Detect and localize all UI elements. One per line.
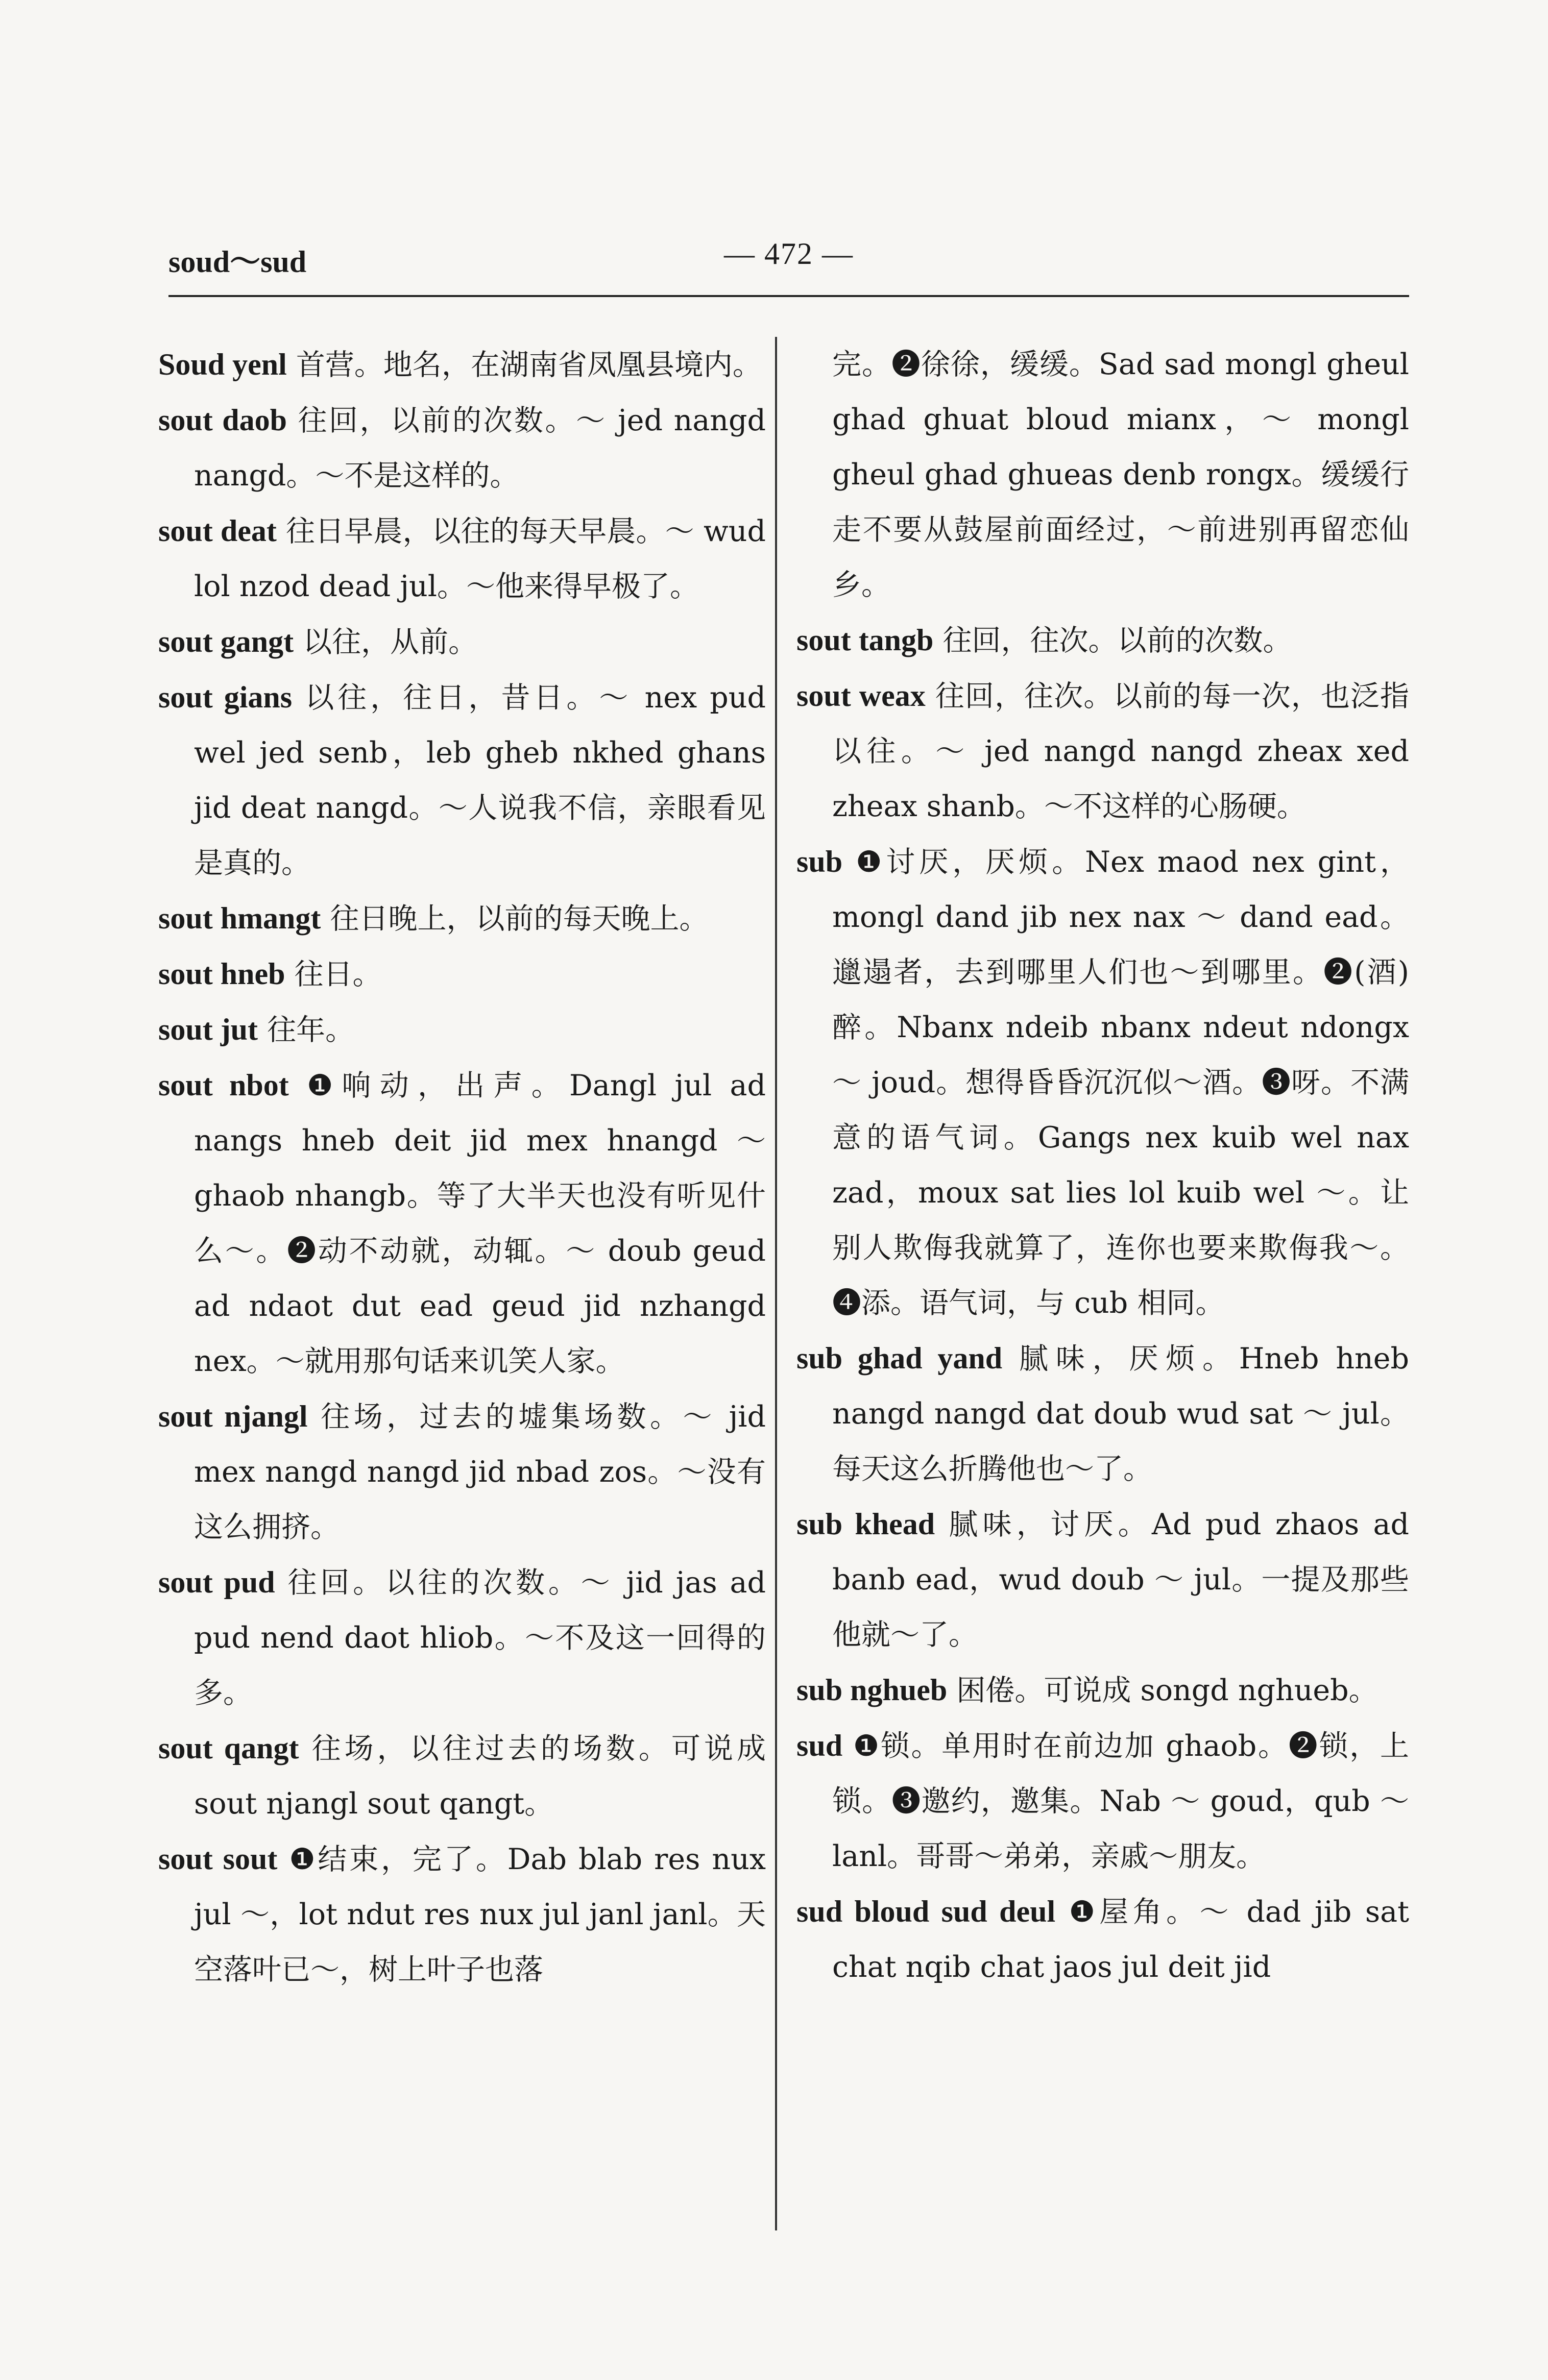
left-column [158,337,766,1997]
definition: ❶结束，完了。Dab blab res nux jul ～，lot ndut res nux jul janl janl。天空落叶已～，树上叶子也落 [194,1843,766,1986]
dictionary-entry [158,1389,766,1555]
definition: 往日早晨，以往的每天早晨。～ wud lol nzod dead jul。～他来得早极了。 [194,514,766,603]
headword: sout gangt [158,625,294,658]
headword: sout tangb [796,623,934,657]
definition: 往场，过去的墟集场数。～ jid mex nangd nangd jid nbad zos。～没有这么拥挤。 [194,1400,766,1544]
definition: 往回，往次。以前的每一次，也泛指以往。～ jed nangd nangd zheax xed zheax shanb。～不这样的心肠硬。 [832,679,1409,823]
dictionary-entry [158,503,766,614]
definition: ❶屋角。～ dad jib sat chat nqib chat jaos jul deit jid [832,1895,1409,1984]
headword: sout hmangt [158,901,321,935]
dictionary-entry [796,668,1409,834]
dictionary-entry [796,1718,1409,1884]
page-header [168,232,1409,293]
dictionary-entry [796,1496,1409,1662]
definition: 首营。地名，在湖南省凤凰县境内。 [286,348,762,382]
headword: Soud yenl [158,348,287,381]
headword: sub ghad yand [796,1341,1003,1375]
dictionary-entry [158,1831,766,1997]
definition: 以往，往日，昔日。～ nex pud wel jed senb，leb gheb nkhed ghans jid deat nangd。～人说我不信，亲眼看见是真的。 [194,681,766,880]
column-divider [775,337,777,2230]
headword: sout deat [158,514,277,548]
headword: sout pud [158,1565,275,1599]
dictionary-entry [158,1555,766,1721]
definition: 往回，往次。以前的次数。 [933,624,1292,657]
definition: 腻味，厌烦。Hneb hneb nangd nangd dat doub wud sat ～ jul。每天这么折腾他也～了。 [832,1342,1409,1486]
definition: 以往，从前。 [294,625,478,659]
headword: sout daob [158,403,287,437]
definition: 往年。 [258,1013,355,1047]
dictionary-entry [158,392,766,503]
headword: sout jut [158,1013,258,1046]
definition: ❶讨厌，厌烦。Nex maod nex gint，mongl dand jib nex nax ～ dand ead。邋遢者，去到哪里人们也～到哪里。❷(酒)醉。Nbanx ndeib nbanx ndeut ndongx ～ joud。想得昏昏沉沉似～酒。❸呀。不满意的语气词。Gangs nex kuib wel nax zad，moux sat lies lol kuib wel ～。让别人欺侮我就算了，连你也要来欺侮我～。❹添。语气词，与 cub 相同。 [832,845,1409,1320]
dictionary-entry [158,670,766,891]
header-range: soud～sud [168,245,307,279]
dictionary-entry [158,1002,766,1058]
headword: sout hneb [158,957,285,991]
definition: 困倦。可说成 songd nghueb。 [947,1674,1378,1707]
dictionary-entry [796,612,1409,668]
dictionary-entry [796,1331,1409,1496]
definition: 往场，以往过去的场数。可说成 sout njangl sout qangt。 [194,1732,766,1821]
headword: sout njangl [158,1400,308,1433]
dictionary-entry [158,614,766,670]
definition: 完。❷徐徐，缓缓。Sad sad mongl gheul ghad ghuat bloud mianx，～ mongl gheul ghad ghueas denb rongx。缓缓行走不要从鼓屋前面经过，～前进别再留恋仙乡。 [832,348,1409,602]
headword: sout gians [158,680,293,714]
definition: ❶响动，出声。Dangl jul ad nangs hneb deit jid mex hnangd ～ ghaob nhangb。等了大半天也没有听见什么～。❷动不动就，动辄。～ doub geud ad ndaot dut ead geud jid nzhangd nex。～就用那句话来讥笑人家。 [194,1069,766,1378]
dictionary-entry [158,1721,766,1831]
definition: ❶锁。单用时在前边加 ghaob。❷锁，上锁。❸邀约，邀集。Nab ～ goud，qub ～ lanl。哥哥～弟弟，亲戚～朋友。 [832,1729,1409,1873]
dictionary-entry [796,1884,1409,1995]
definition: 往回，以前的次数。～ jed nangd nangd。～不是这样的。 [194,404,766,493]
headword: sout sout [158,1842,278,1876]
headword: sub [796,845,843,878]
dictionary-entry-continued [796,337,1409,612]
page-number: — 472 — [724,237,854,271]
dictionary-entry [158,337,766,392]
headword: sud bloud sud deul [796,1895,1056,1928]
definition: 往日晚上，以前的每天晚上。 [321,902,709,936]
headword: sout qangt [158,1731,299,1765]
headword: sub khead [796,1507,935,1541]
right-column [796,337,1409,1995]
headword: sub nghueb [796,1673,948,1707]
headword: sout weax [796,679,926,713]
definition: 往日。 [285,958,382,991]
dictionary-entry [158,946,766,1002]
dictionary-entry [158,1058,766,1389]
definition: 腻味，讨厌。Ad pud zhaos ad banb ead，wud doub ～ jul。一提及那些他就～了。 [832,1508,1409,1652]
headword: sout nbot [158,1068,289,1102]
dictionary-entry [796,834,1409,1331]
dictionary-entry [796,1662,1409,1718]
definition: 往回。以往的次数。～ jid jas ad pud nend daot hliob。～不及这一回得的多。 [194,1566,766,1710]
headword: sud [796,1729,843,1762]
dictionary-entry [158,891,766,946]
header-rule [168,295,1409,297]
